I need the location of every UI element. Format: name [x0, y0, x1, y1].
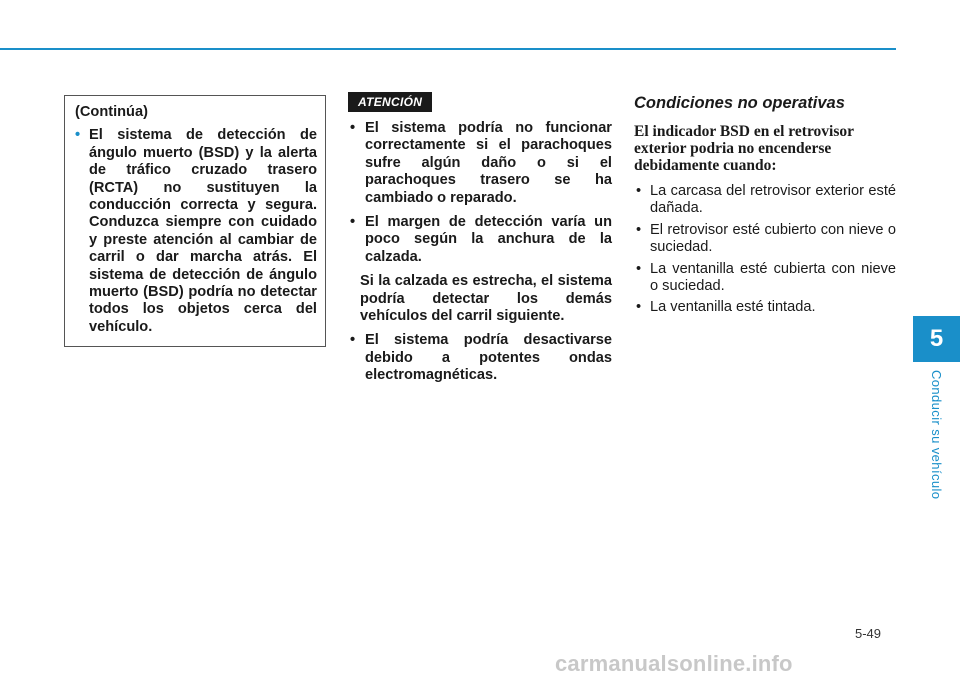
bullet-icon: •	[350, 332, 356, 349]
list-item-text: El retrovisor esté cubierto con nieve o suciedad.	[650, 221, 896, 256]
section-heading: Condiciones no operativas	[634, 94, 845, 112]
list-item-text: La ventanilla esté tintada.	[650, 299, 816, 316]
chapter-title: Conducir su vehículo	[929, 370, 944, 500]
bullet-icon: •	[636, 221, 642, 238]
list-item-text: La carcasa del retrovisor exterior esté dañada.	[650, 183, 896, 217]
list-item	[348, 332, 612, 384]
list-item	[634, 261, 896, 296]
atencion-list	[348, 120, 612, 385]
bullet-icon: •	[75, 127, 81, 144]
list-item	[634, 222, 896, 257]
header-rule	[0, 48, 896, 50]
atencion-badge: ATENCIÓN	[348, 92, 432, 112]
list-item-text: El margen de detección varía un poco según la anchura de la calzada.	[365, 214, 612, 265]
list-item-text: La ventanilla esté cubierta con nieve o suciedad.	[650, 260, 896, 295]
warning-bullet	[75, 127, 317, 336]
warning-text: El sistema de detección de ángulo muerto (BSD) y la alerta de tráfico cruzado trasero (RCTA) no sustituyen la conducción correcta y segura. Conduzca siempre con cuidado y preste atención al cambiar de carril o dar marcha atrás. El sistema de detección de ángulo muerto (BSD) podría no detectar todos los objetos cerca del vehículo.	[89, 127, 317, 335]
list-item	[634, 183, 896, 218]
bullet-icon: •	[350, 214, 356, 231]
middle-column	[348, 92, 612, 392]
bullet-icon: •	[636, 183, 642, 199]
atencion-paragraph: Si la calzada es estrecha, el sistema podría detectar los demás vehículos del carril siguiente.	[360, 273, 612, 325]
continued-title: (Continúa)	[75, 104, 148, 120]
bullet-icon: •	[636, 260, 642, 277]
list-item-text: El sistema podría no funcionar correctamente si el parachoques sufre algún daño o si el parachoques trasero se ha cambiado o reparado.	[365, 120, 612, 206]
left-column	[64, 95, 326, 347]
chapter-tab: 5	[913, 316, 960, 362]
bullet-icon: •	[350, 120, 356, 136]
right-column	[634, 92, 896, 321]
list-item	[634, 299, 896, 316]
page-number: 5-49	[855, 626, 882, 641]
sub-heading: El indicador BSD en el retrovisor exterior podria no encenderse debidamente cuando:	[634, 123, 854, 174]
watermark: carmanualsonline.info	[555, 651, 793, 676]
list-item	[348, 214, 612, 266]
list-item	[348, 120, 612, 207]
list-item-text: El sistema podría desactivarse debido a potentes ondas electromagnéticas.	[365, 332, 612, 384]
bullet-icon: •	[636, 299, 642, 316]
continued-warning-box	[64, 95, 326, 347]
